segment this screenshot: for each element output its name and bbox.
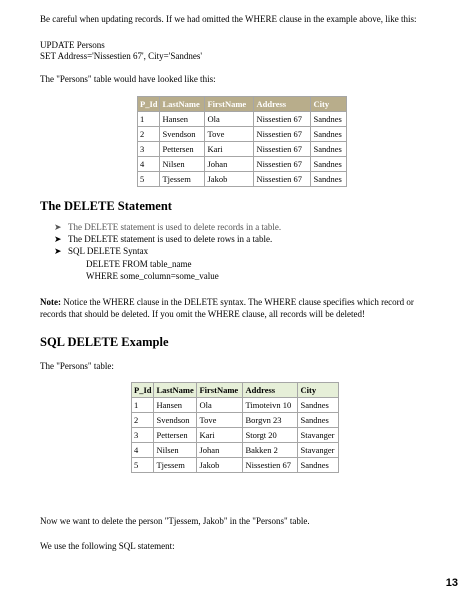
table-cell: Jakob xyxy=(197,458,243,473)
table-cell: Johan xyxy=(197,443,243,458)
table-cell: Sandnes xyxy=(298,458,339,473)
table-cell: Sandnes xyxy=(311,157,347,172)
table-cell: Hansen xyxy=(154,398,197,413)
column-header: FirstName xyxy=(205,97,254,112)
arrow-bullet-icon: ➤ xyxy=(54,222,62,232)
persons-table xyxy=(131,382,339,473)
table-row xyxy=(138,142,347,157)
table-cell: Tove xyxy=(197,413,243,428)
table-cell: Tove xyxy=(205,127,254,142)
paragraph: We use the following SQL statement: xyxy=(40,541,175,551)
table-row xyxy=(138,127,347,142)
syntax-line: WHERE some_column=some_value xyxy=(86,271,219,281)
column-header: City xyxy=(298,383,339,398)
note-label: Note: xyxy=(40,297,61,307)
table-cell: Stavanger xyxy=(298,428,339,443)
column-header: City xyxy=(311,97,347,112)
code-line: UPDATE Persons xyxy=(40,40,105,50)
table-cell: Sandnes xyxy=(311,112,347,127)
table-cell: Sandnes xyxy=(311,142,347,157)
table-cell: Timoteivn 10 xyxy=(243,398,298,413)
table-cell: Ola xyxy=(205,112,254,127)
table-cell: Nissestien 67 xyxy=(254,157,311,172)
table-cell: Svendson xyxy=(160,127,205,142)
table-cell: Nilsen xyxy=(154,443,197,458)
table-cell: Borgvn 23 xyxy=(243,413,298,428)
section-heading: The DELETE Statement xyxy=(40,199,172,213)
column-header: P_Id xyxy=(132,383,154,398)
column-header: FirstName xyxy=(197,383,243,398)
table-cell: Pettersen xyxy=(160,142,205,157)
table-row xyxy=(132,413,339,428)
list-item-text: The DELETE statement is used to delete rows in a table. xyxy=(68,234,273,244)
table-cell: 1 xyxy=(138,112,160,127)
table-cell: Pettersen xyxy=(154,428,197,443)
column-header: Address xyxy=(254,97,311,112)
table-cell: Sandnes xyxy=(311,172,347,187)
column-header: LastName xyxy=(154,383,197,398)
syntax-line: DELETE FROM table_name xyxy=(86,259,192,269)
column-header: P_Id xyxy=(138,97,160,112)
table-row xyxy=(132,428,339,443)
list-item xyxy=(54,222,281,233)
table-cell: Storgt 20 xyxy=(243,428,298,443)
table-cell: 5 xyxy=(138,172,160,187)
table-cell: Stavanger xyxy=(298,443,339,458)
table-cell: Nissestien 67 xyxy=(243,458,298,473)
table-row xyxy=(138,112,347,127)
section-heading: SQL DELETE Example xyxy=(40,335,169,349)
table-cell: 3 xyxy=(138,142,160,157)
table-cell: Nissestien 67 xyxy=(254,127,311,142)
table-cell: Tjessem xyxy=(154,458,197,473)
table-cell: Tjessem xyxy=(160,172,205,187)
list-item xyxy=(54,234,272,245)
table-cell: Johan xyxy=(205,157,254,172)
table-cell: 2 xyxy=(132,413,154,428)
note-line xyxy=(40,297,414,308)
list-item-text: SQL DELETE Syntax xyxy=(68,246,149,256)
table-row xyxy=(132,443,339,458)
column-header: Address xyxy=(243,383,298,398)
arrow-bullet-icon: ➤ xyxy=(54,246,62,256)
table-cell: Nissestien 67 xyxy=(254,112,311,127)
table-cell: 5 xyxy=(132,458,154,473)
table-cell: Nilsen xyxy=(160,157,205,172)
table-cell: Nissestien 67 xyxy=(254,142,311,157)
column-header: LastName xyxy=(160,97,205,112)
table-row xyxy=(138,157,347,172)
table-cell: 4 xyxy=(132,443,154,458)
code-line: SET Address='Nissestien 67', City='Sandnes' xyxy=(40,51,202,61)
table-cell: 3 xyxy=(132,428,154,443)
table2-intro: The "Persons" table: xyxy=(40,361,114,371)
note-text: Notice the WHERE clause in the DELETE syntax. The WHERE clause specifies which record or xyxy=(63,297,414,307)
table-cell: Nissestien 67 xyxy=(254,172,311,187)
table-cell: 4 xyxy=(138,157,160,172)
table-row xyxy=(132,398,339,413)
arrow-bullet-icon: ➤ xyxy=(54,234,62,244)
list-item-text: The DELETE statement is used to delete records in a table. xyxy=(68,222,282,232)
table-row xyxy=(132,458,339,473)
table-cell: Kari xyxy=(205,142,254,157)
table-cell: 2 xyxy=(138,127,160,142)
note-line: records that should be deleted. If you omit the WHERE clause, all records will be deleted! xyxy=(40,309,365,319)
page-number: 13 xyxy=(445,577,458,589)
table-cell: Hansen xyxy=(160,112,205,127)
table-cell: Jakob xyxy=(205,172,254,187)
list-item xyxy=(54,246,148,257)
table-header-row xyxy=(138,97,347,112)
table-cell: Svendson xyxy=(154,413,197,428)
paragraph: Now we want to delete the person "Tjessem, Jakob" in the "Persons" table. xyxy=(40,516,310,526)
table-cell: Sandnes xyxy=(311,127,347,142)
table-cell: Kari xyxy=(197,428,243,443)
table-cell: Bakken 2 xyxy=(243,443,298,458)
table-cell: Sandnes xyxy=(298,398,339,413)
persons-table-updated xyxy=(137,96,347,187)
table1-intro: The "Persons" table would have looked like this: xyxy=(40,74,216,84)
intro-text: Be careful when updating records. If we had omitted the WHERE clause in the example above, like this: xyxy=(40,14,417,24)
table-header-row xyxy=(132,383,339,398)
table-row xyxy=(138,172,347,187)
table-cell: Ola xyxy=(197,398,243,413)
table-cell: Sandnes xyxy=(298,413,339,428)
table-cell: 1 xyxy=(132,398,154,413)
